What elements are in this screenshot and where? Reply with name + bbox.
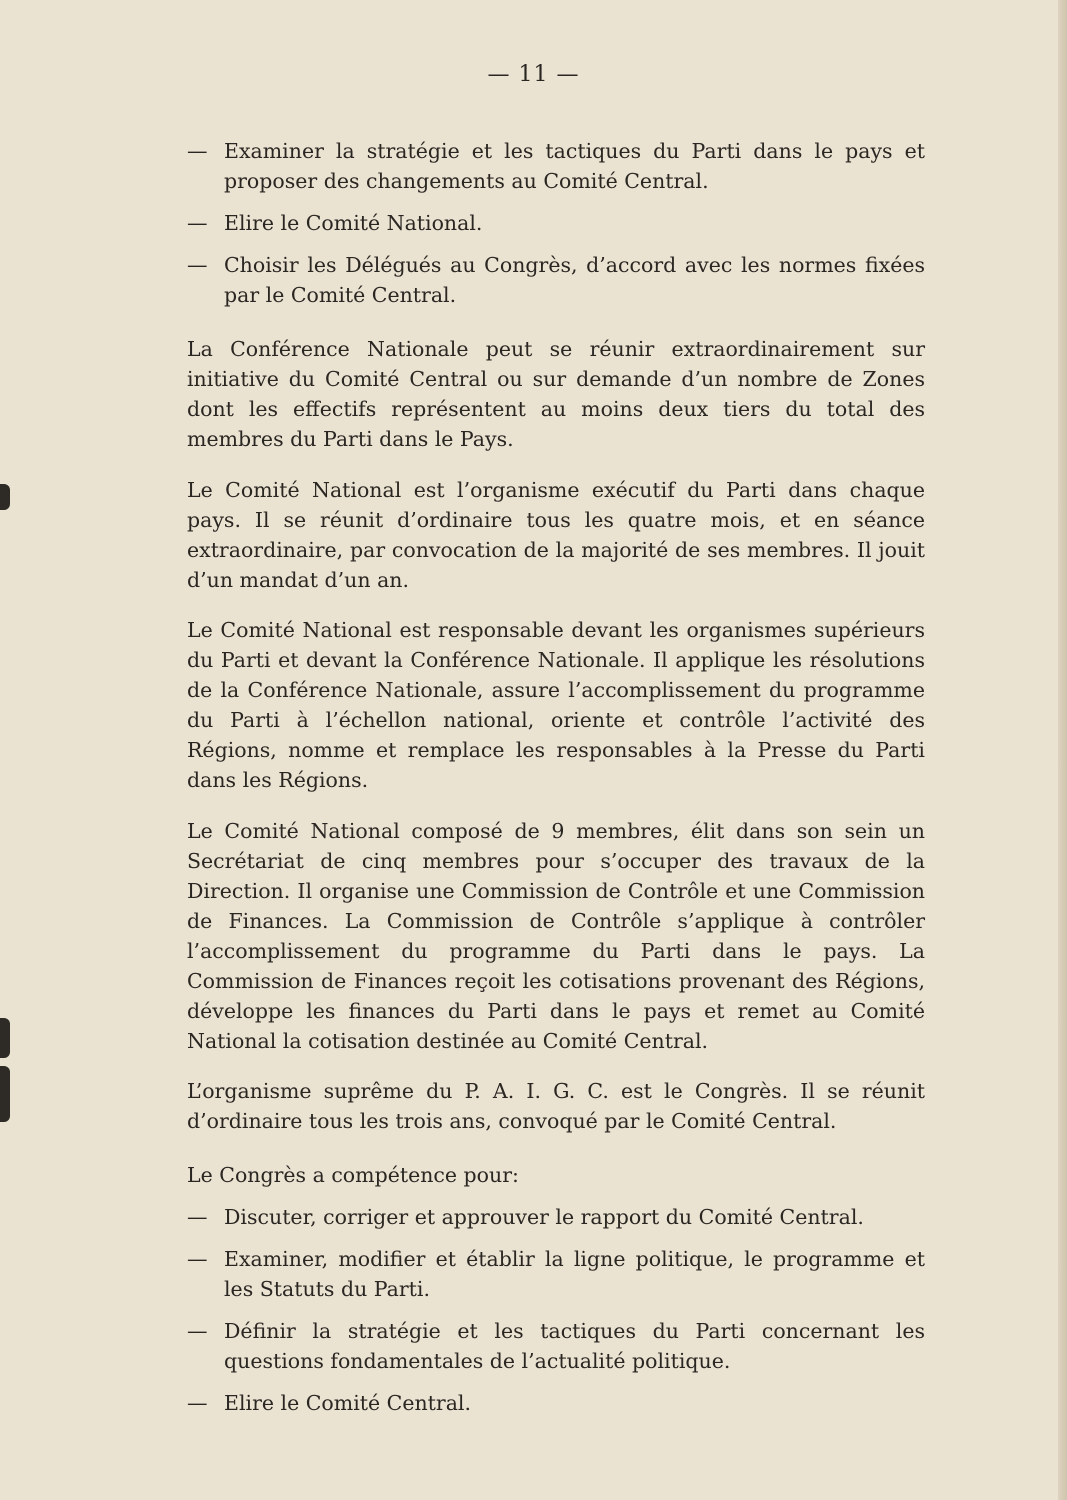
list-item-text: Choisir les Délégués au Congrès, d’accord avec les normes fixées par le Comité Central. [224, 253, 925, 307]
list-item [187, 1316, 925, 1376]
dash: — [187, 139, 208, 163]
page-body [187, 136, 925, 1430]
dash: — [187, 211, 208, 235]
list-item-text: Examiner, modifier et établir la ligne politique, le programme et les Statuts du Parti. [224, 1247, 925, 1301]
paper-edge [1058, 0, 1067, 1500]
dash: — [187, 1247, 208, 1271]
list-item [187, 136, 925, 196]
paragraph: Le Comité National est l’organisme exécutif du Parti dans chaque pays. Il se réunit d’ordinaire tous les quatre mois, et en séance extraordinaire, par convocation de la majorité de ses membres. Il jouit d’un mandat d’un an. [187, 477, 925, 592]
binding-mark [0, 1018, 10, 1058]
list-item [187, 250, 925, 310]
list-item [187, 208, 925, 238]
paragraph: Le Comité National est responsable devant les organismes supérieurs du Parti et devant la Conférence Nationale. Il applique les résolutions de la Conférence Nationale, assure l’accomplissement du programme du Parti à l’échellon national, oriente et contrôle l’activité des Régions, nomme et remplace les responsables à la Presse du Parti dans les Régions. [187, 618, 925, 792]
congres-intro: Le Congrès a compétence pour: [187, 1163, 519, 1187]
paragraph: L’organisme suprême du P. A. I. G. C. est le Congrès. Il se réunit d’ordinaire tous les trois ans, convoqué par le Comité Central. [187, 1079, 925, 1133]
list-item-text: Définir la stratégie et les tactiques du Parti concernant les questions fondamentales de l’actualité politique. [224, 1319, 925, 1373]
list-item-text: Elire le Comité National. [224, 211, 483, 235]
list-item [187, 1202, 925, 1232]
list-item-text: Examiner la stratégie et les tactiques du Parti dans le pays et proposer des changements au Comité Central. [224, 139, 925, 193]
list-item-text: Discuter, corriger et approuver le rapport du Comité Central. [224, 1205, 864, 1229]
page-number: — 11 — [487, 62, 580, 87]
binding-mark [0, 484, 10, 510]
dash: — [187, 1391, 208, 1415]
binding-mark [0, 1066, 10, 1122]
paragraph: La Conférence Nationale peut se réunir extraordinairement sur initiative du Comité Central ou sur demande d’un nombre de Zones dont les effectifs représentent au moins deux tiers du total des membres du Parti dans le Pays. [187, 337, 925, 451]
dash: — [187, 253, 208, 277]
paragraph: Le Comité National composé de 9 membres, élit dans son sein un Secrétariat de cinq membres pour s’occuper des travaux de la Direction. Il organise une Commission de Contrôle et une Commission de Finances. La Commission de Contrôle s’applique à contrôler l’accomplissement du programme du Parti dans le pays. La Commission de Finances reçoit les cotisations provenant des Régions, développe les finances du Parti dans le pays et remet au Comité National la cotisation destinée au Comité Central. [187, 818, 925, 1053]
list-item [187, 1244, 925, 1304]
dash: — [187, 1319, 208, 1343]
list-item [187, 1388, 925, 1418]
dash: — [187, 1205, 208, 1229]
list-item-text: Elire le Comité Central. [224, 1391, 471, 1415]
